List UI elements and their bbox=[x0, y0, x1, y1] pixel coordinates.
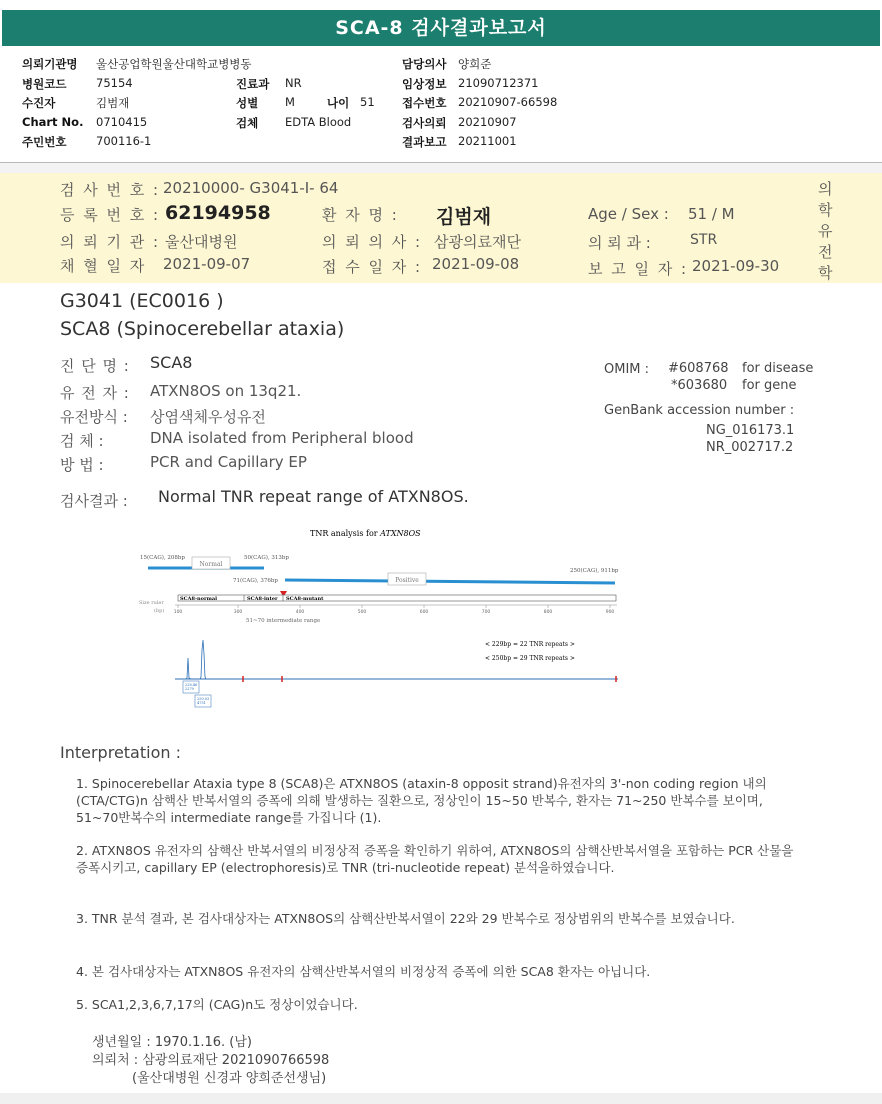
gene-value: ATXN8OS on 13q21. bbox=[150, 382, 302, 400]
segment-normal-label: SCA8-normal bbox=[180, 596, 218, 602]
reg-no-value: 62194958 bbox=[165, 202, 271, 224]
ruler-tick-label: 100 bbox=[173, 610, 183, 615]
ref-doctor-value: 삼광의료재단 bbox=[434, 233, 521, 251]
interp-p5: 5. SCA1,2,3,6,7,17의 (CAG)n도 정상이었습니다. bbox=[76, 997, 358, 1012]
interp-title: Interpretation : bbox=[60, 743, 181, 762]
specimen2-label: 검 체 : bbox=[60, 432, 104, 450]
ruler-tick-label: 500 bbox=[357, 610, 367, 615]
request-label: 검사의뢰 bbox=[402, 116, 447, 130]
ruler-ticks bbox=[174, 605, 615, 615]
chart-label: Chart No. bbox=[22, 115, 84, 129]
inst-label: 의 뢰 기 관 : bbox=[60, 233, 161, 251]
segment-mutant-label: SCA8-mutant bbox=[286, 596, 324, 602]
hospital-value: 울산공업학원울산대학교병병동 bbox=[96, 57, 252, 71]
header-info bbox=[0, 50, 882, 163]
result-value: Normal TNR repeat range of ATXN8OS. bbox=[158, 487, 469, 506]
clinical-value: 21090712371 bbox=[458, 76, 539, 90]
ruler-unit: (bp) bbox=[154, 608, 165, 614]
test-name: SCA8 (Spinocerebellar ataxia) bbox=[60, 318, 345, 340]
interp-p1: 1. Spinocerebellar Ataxia type 8 (SCA8)은 ATXN8OS (ataxin-8 opposit strand)유전자의 3'-non coding region 내의 (CTA/CTG)n 삼핵산 반복서열의 증폭에 의해 발생하는 질환으로, 정상인이 15~50 반복수, 환자는 71~250 반복수를 보이며, 51~70반복수의 intermediate range를 가집니다 (1). bbox=[76, 776, 767, 825]
doctor-value: 양희준 bbox=[458, 57, 492, 71]
side-char-1: 의 bbox=[818, 180, 833, 198]
positive-left-label: 71(CAG), 376bp bbox=[233, 578, 278, 584]
test-no-label: 검 사 번 호 : bbox=[60, 181, 161, 199]
diag-value: SCA8 bbox=[150, 353, 193, 372]
recv-date-value: 2021-09-08 bbox=[432, 255, 520, 273]
electropherogram-peaks bbox=[186, 640, 206, 679]
genbank-id-1: NG_016173.1 bbox=[706, 423, 795, 438]
segment-inter-label: SCA8-inter bbox=[247, 596, 278, 602]
result-repeat-2: < 250bp = 29 TNR repeats > bbox=[485, 655, 575, 662]
patient-label: 수진자 bbox=[22, 96, 56, 110]
normal-right-label: 50(CAG), 313bp bbox=[244, 555, 289, 561]
patient-summary-band bbox=[0, 173, 882, 283]
sex-value: M bbox=[285, 95, 295, 109]
ruler-label: Size ruler bbox=[139, 600, 164, 606]
ruler-tick-label: 400 bbox=[295, 610, 305, 615]
report-date-value: 20211001 bbox=[458, 134, 517, 148]
title-band bbox=[2, 10, 880, 46]
report-title-bar bbox=[0, 0, 882, 50]
peak-label-1: 228.46 2279 bbox=[185, 683, 198, 691]
age-label: 나이 bbox=[327, 96, 350, 110]
specimen-value: EDTA Blood bbox=[285, 115, 352, 129]
method-label: 방 법 : bbox=[60, 456, 104, 474]
agesex-value: 51 / M bbox=[688, 205, 735, 223]
genbank-id-2: NR_002717.2 bbox=[706, 440, 794, 455]
tnr-diagram bbox=[130, 522, 630, 722]
omim-disease-id: #608768 bbox=[668, 361, 729, 376]
omim-gene-id: *603680 bbox=[671, 378, 728, 393]
separator-band bbox=[0, 163, 882, 173]
side-char-4: 전 bbox=[818, 243, 833, 261]
doctor-label: 담당의사 bbox=[402, 57, 447, 71]
footer-dob: 생년월일 : 1970.1.16. (남) bbox=[92, 1035, 253, 1050]
draw-date-label: 채 혈 일 자 bbox=[60, 257, 147, 275]
tnr-analysis-figure bbox=[130, 522, 630, 722]
agesex-label: Age / Sex : bbox=[588, 205, 669, 223]
recv-date-label: 접 수 일 자 : bbox=[322, 258, 423, 276]
method-value: PCR and Capillary EP bbox=[150, 453, 307, 471]
sex-label: 성별 bbox=[236, 96, 259, 110]
dept-label: 진료과 bbox=[236, 77, 270, 91]
receipt-value: 20210907-66598 bbox=[458, 95, 558, 109]
positive-range-bar bbox=[285, 580, 615, 583]
interp-p4: 4. 본 검사대상자는 ATXN8OS 유전자의 삼핵산반복서열의 비정상적 증폭에 의한 SCA8 환자는 아닙니다. bbox=[76, 964, 651, 979]
bottom-band bbox=[0, 1093, 882, 1104]
inherit-value: 상염색체우성유전 bbox=[150, 408, 266, 426]
age-value: 51 bbox=[360, 95, 375, 109]
report-date-label: 결과보고 bbox=[402, 135, 447, 149]
ref-dept-value: STR bbox=[690, 232, 718, 248]
intermediate-range-label: 51~70 intermediate range bbox=[246, 618, 321, 624]
hospital-label: 의뢰기관명 bbox=[22, 57, 78, 71]
patient-name-value: 김범재 bbox=[436, 206, 492, 228]
genbank-label: GenBank accession number : bbox=[604, 403, 795, 418]
ruler-tick-label: 600 bbox=[419, 610, 429, 615]
reg-no-label: 등 록 번 호 : bbox=[60, 206, 161, 224]
side-char-2: 학 bbox=[818, 201, 833, 219]
rrn-label: 주민번호 bbox=[22, 135, 67, 149]
inst-value: 울산대병원 bbox=[165, 233, 238, 251]
ruler-tick-label: 900 bbox=[605, 610, 615, 615]
gene-label: 유 전 자 : bbox=[60, 384, 130, 402]
result-label: 검사결과 : bbox=[60, 492, 128, 510]
side-char-5: 학 bbox=[818, 264, 833, 282]
omim-label: OMIM : bbox=[604, 362, 650, 377]
normal-box-label: Normal bbox=[199, 561, 223, 568]
footer-ref: 의뢰처 : 삼광의료재단 2021090766598 bbox=[92, 1053, 330, 1068]
inherit-label: 유전방식 : bbox=[60, 408, 128, 426]
receipt-label: 접수번호 bbox=[402, 96, 447, 110]
diag-label: 진 단 명 : bbox=[60, 357, 130, 375]
specimen2-value: DNA isolated from Peripheral blood bbox=[150, 429, 414, 447]
positive-right-label: 250(CAG), 911bp bbox=[570, 568, 619, 574]
side-char-3: 유 bbox=[818, 222, 833, 240]
rrn-value: 700116-1 bbox=[96, 134, 152, 148]
draw-date-value: 2021-09-07 bbox=[163, 255, 251, 273]
omim-gene-note: for gene bbox=[742, 378, 797, 393]
specimen-label: 검체 bbox=[236, 116, 259, 130]
code-value: 75154 bbox=[96, 76, 133, 90]
clinical-label: 임상정보 bbox=[402, 77, 447, 91]
peak-label-2: 250.03 4751 bbox=[197, 697, 210, 705]
ruler-tick-label: 800 bbox=[543, 610, 553, 615]
interp-p3: 3. TNR 분석 결과, 본 검사대상자는 ATXN8OS의 삼핵산반복서열이 22와 29 반복수로 정상범위의 반복수를 보였습니다. bbox=[76, 911, 735, 926]
footer-note: (울산대병원 신경과 양희준선생님) bbox=[132, 1071, 327, 1086]
report-date2-label: 보 고 일 자 : bbox=[588, 260, 689, 278]
positive-box-label: Positive bbox=[395, 577, 419, 584]
patient-value: 김범재 bbox=[96, 96, 130, 110]
report-date2-value: 2021-09-30 bbox=[692, 257, 780, 275]
dept-value: NR bbox=[285, 76, 302, 90]
ruler-tick-label: 300 bbox=[233, 610, 243, 615]
patient-name-label: 환 자 명 : bbox=[322, 206, 399, 224]
report-title: SCA-8 검사결과보고서 bbox=[335, 17, 547, 39]
request-value: 20210907 bbox=[458, 115, 517, 129]
ref-doctor-label: 의 뢰 의 사 : bbox=[322, 233, 423, 251]
test-code: G3041 (EC0016 ) bbox=[60, 290, 224, 312]
result-repeat-1: < 229bp = 22 TNR repeats > bbox=[485, 641, 575, 648]
code-label: 병원코드 bbox=[22, 77, 67, 91]
ruler-tick-label: 700 bbox=[481, 610, 491, 615]
figure-title: TNR analysis for ATXN8OS bbox=[310, 529, 421, 538]
omim-disease-note: for disease bbox=[742, 361, 814, 376]
interp-p2: 2. ATXN8OS 유전자의 삼핵산 반복서열의 비정상적 증폭을 확인하기 위하여, ATXN8OS의 삼핵산반복서열을 포함하는 PCR 산물을 증폭시키고, capillary EP (electrophoresis)로 TNR (tri-nucleotide repeat) 분석을하였습니다. bbox=[76, 843, 794, 875]
normal-left-label: 15(CAG), 208bp bbox=[140, 555, 185, 561]
chart-value: 0710415 bbox=[96, 115, 148, 129]
test-no-value: 20210000- G3041-I- 64 bbox=[163, 179, 339, 197]
ref-dept-label: 의 뢰 과 : bbox=[588, 234, 651, 252]
